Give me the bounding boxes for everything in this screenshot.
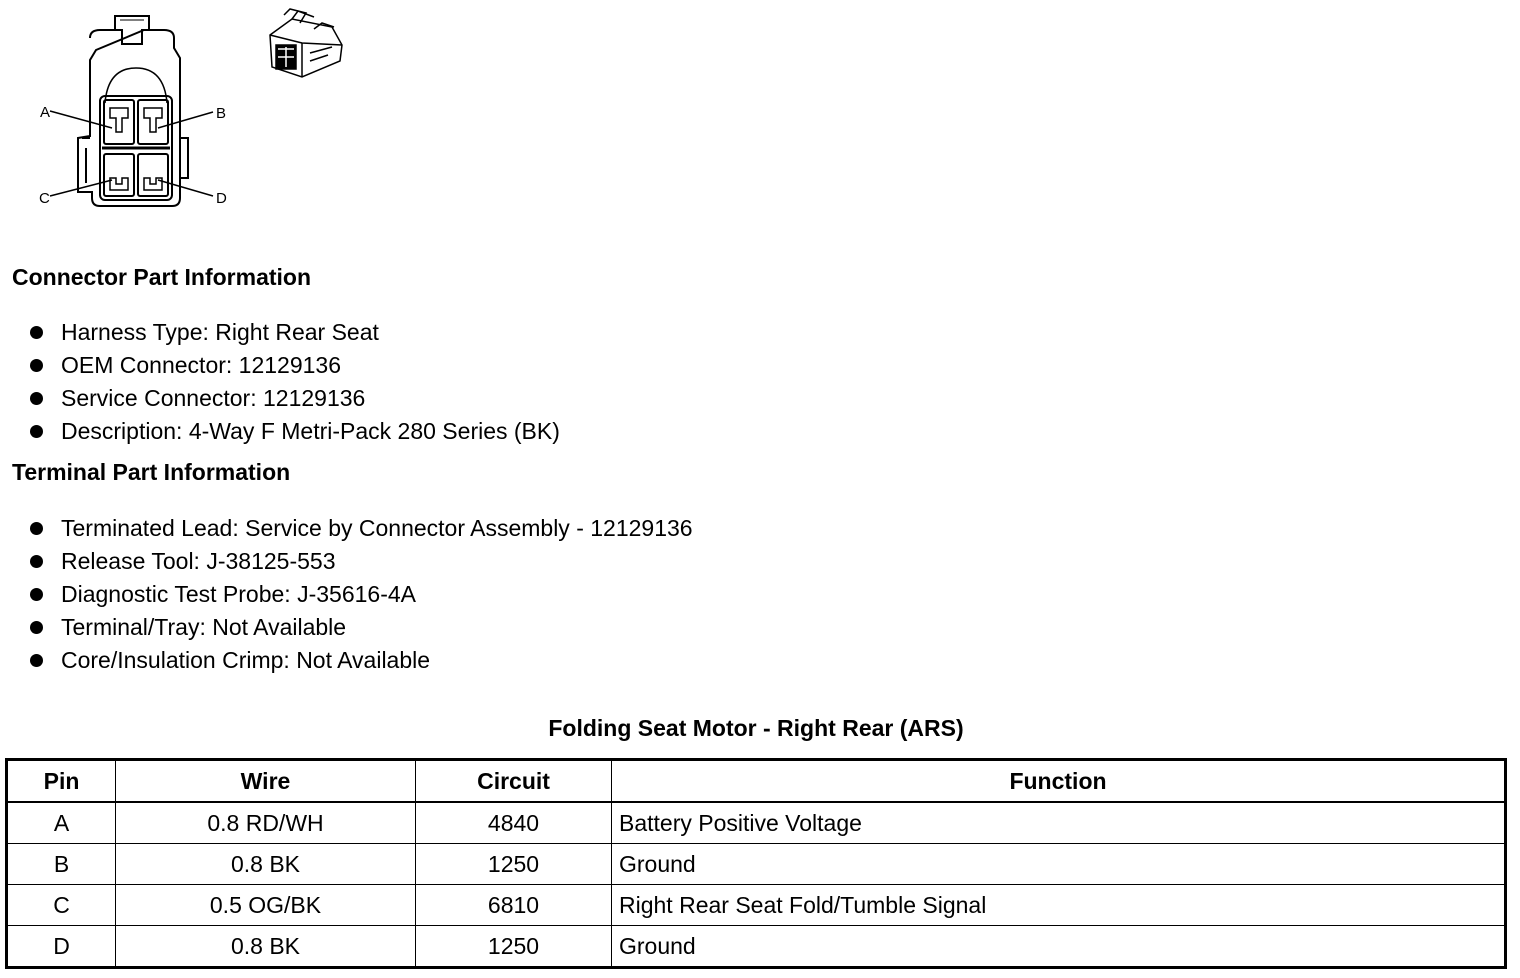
cell-pin: B — [7, 844, 116, 885]
cell-circuit: 6810 — [416, 885, 612, 926]
cell-function: Right Rear Seat Fold/Tumble Signal — [612, 885, 1506, 926]
cell-circuit: 4840 — [416, 802, 612, 844]
cell-circuit: 1250 — [416, 844, 612, 885]
table-header-row — [7, 760, 1506, 803]
bullet-icon — [30, 555, 43, 568]
pin-label-b: B — [216, 105, 227, 122]
connector-isometric-illustration — [262, 5, 352, 85]
pin-label-a: A — [40, 104, 51, 121]
bullet-icon — [30, 588, 43, 601]
table-row — [7, 844, 1506, 885]
bullet-icon — [30, 359, 43, 372]
list-item: Terminal/Tray: Not Available — [30, 611, 693, 644]
cell-pin: C — [7, 885, 116, 926]
bullet-icon — [30, 654, 43, 667]
bullet-icon — [30, 425, 43, 438]
cell-pin: A — [7, 802, 116, 844]
cell-function: Battery Positive Voltage — [612, 802, 1506, 844]
column-header-wire: Wire — [116, 760, 416, 803]
column-header-function: Function — [612, 760, 1506, 803]
table-row — [7, 885, 1506, 926]
cell-function: Ground — [612, 926, 1506, 968]
column-header-pin: Pin — [7, 760, 116, 803]
list-item: Core/Insulation Crimp: Not Available — [30, 644, 693, 677]
bullet-icon — [30, 522, 43, 535]
list-item: Diagnostic Test Probe: J-35616-4A — [30, 578, 693, 611]
cell-pin: D — [7, 926, 116, 968]
pin-table-title: Folding Seat Motor - Right Rear (ARS) — [548, 715, 964, 741]
terminal-info-list — [30, 512, 693, 677]
connector-info-list — [30, 316, 560, 448]
terminal-info-heading: Terminal Part Information — [12, 459, 291, 485]
cell-wire: 0.8 BK — [116, 844, 416, 885]
table-row — [7, 926, 1506, 968]
bullet-icon — [30, 392, 43, 405]
pin-label-c: C — [39, 190, 50, 207]
list-item: Harness Type: Right Rear Seat — [30, 316, 560, 349]
list-item: Description: 4-Way F Metri-Pack 280 Series (BK) — [30, 415, 560, 448]
pin-table — [5, 758, 1507, 969]
cell-function: Ground — [612, 844, 1506, 885]
cell-wire: 0.8 RD/WH — [116, 802, 416, 844]
connector-face-diagram — [30, 8, 240, 213]
cell-wire: 0.8 BK — [116, 926, 416, 968]
column-header-circuit: Circuit — [416, 760, 612, 803]
list-item: Terminated Lead: Service by Connector Assembly - 12129136 — [30, 512, 693, 545]
bullet-icon — [30, 621, 43, 634]
list-item: OEM Connector: 12129136 — [30, 349, 560, 382]
connector-info-heading: Connector Part Information — [12, 264, 312, 290]
cell-circuit: 1250 — [416, 926, 612, 968]
list-item: Service Connector: 12129136 — [30, 382, 560, 415]
table-row — [7, 802, 1506, 844]
bullet-icon — [30, 326, 43, 339]
list-item: Release Tool: J-38125-553 — [30, 545, 693, 578]
cell-wire: 0.5 OG/BK — [116, 885, 416, 926]
pin-label-d: D — [216, 190, 227, 207]
